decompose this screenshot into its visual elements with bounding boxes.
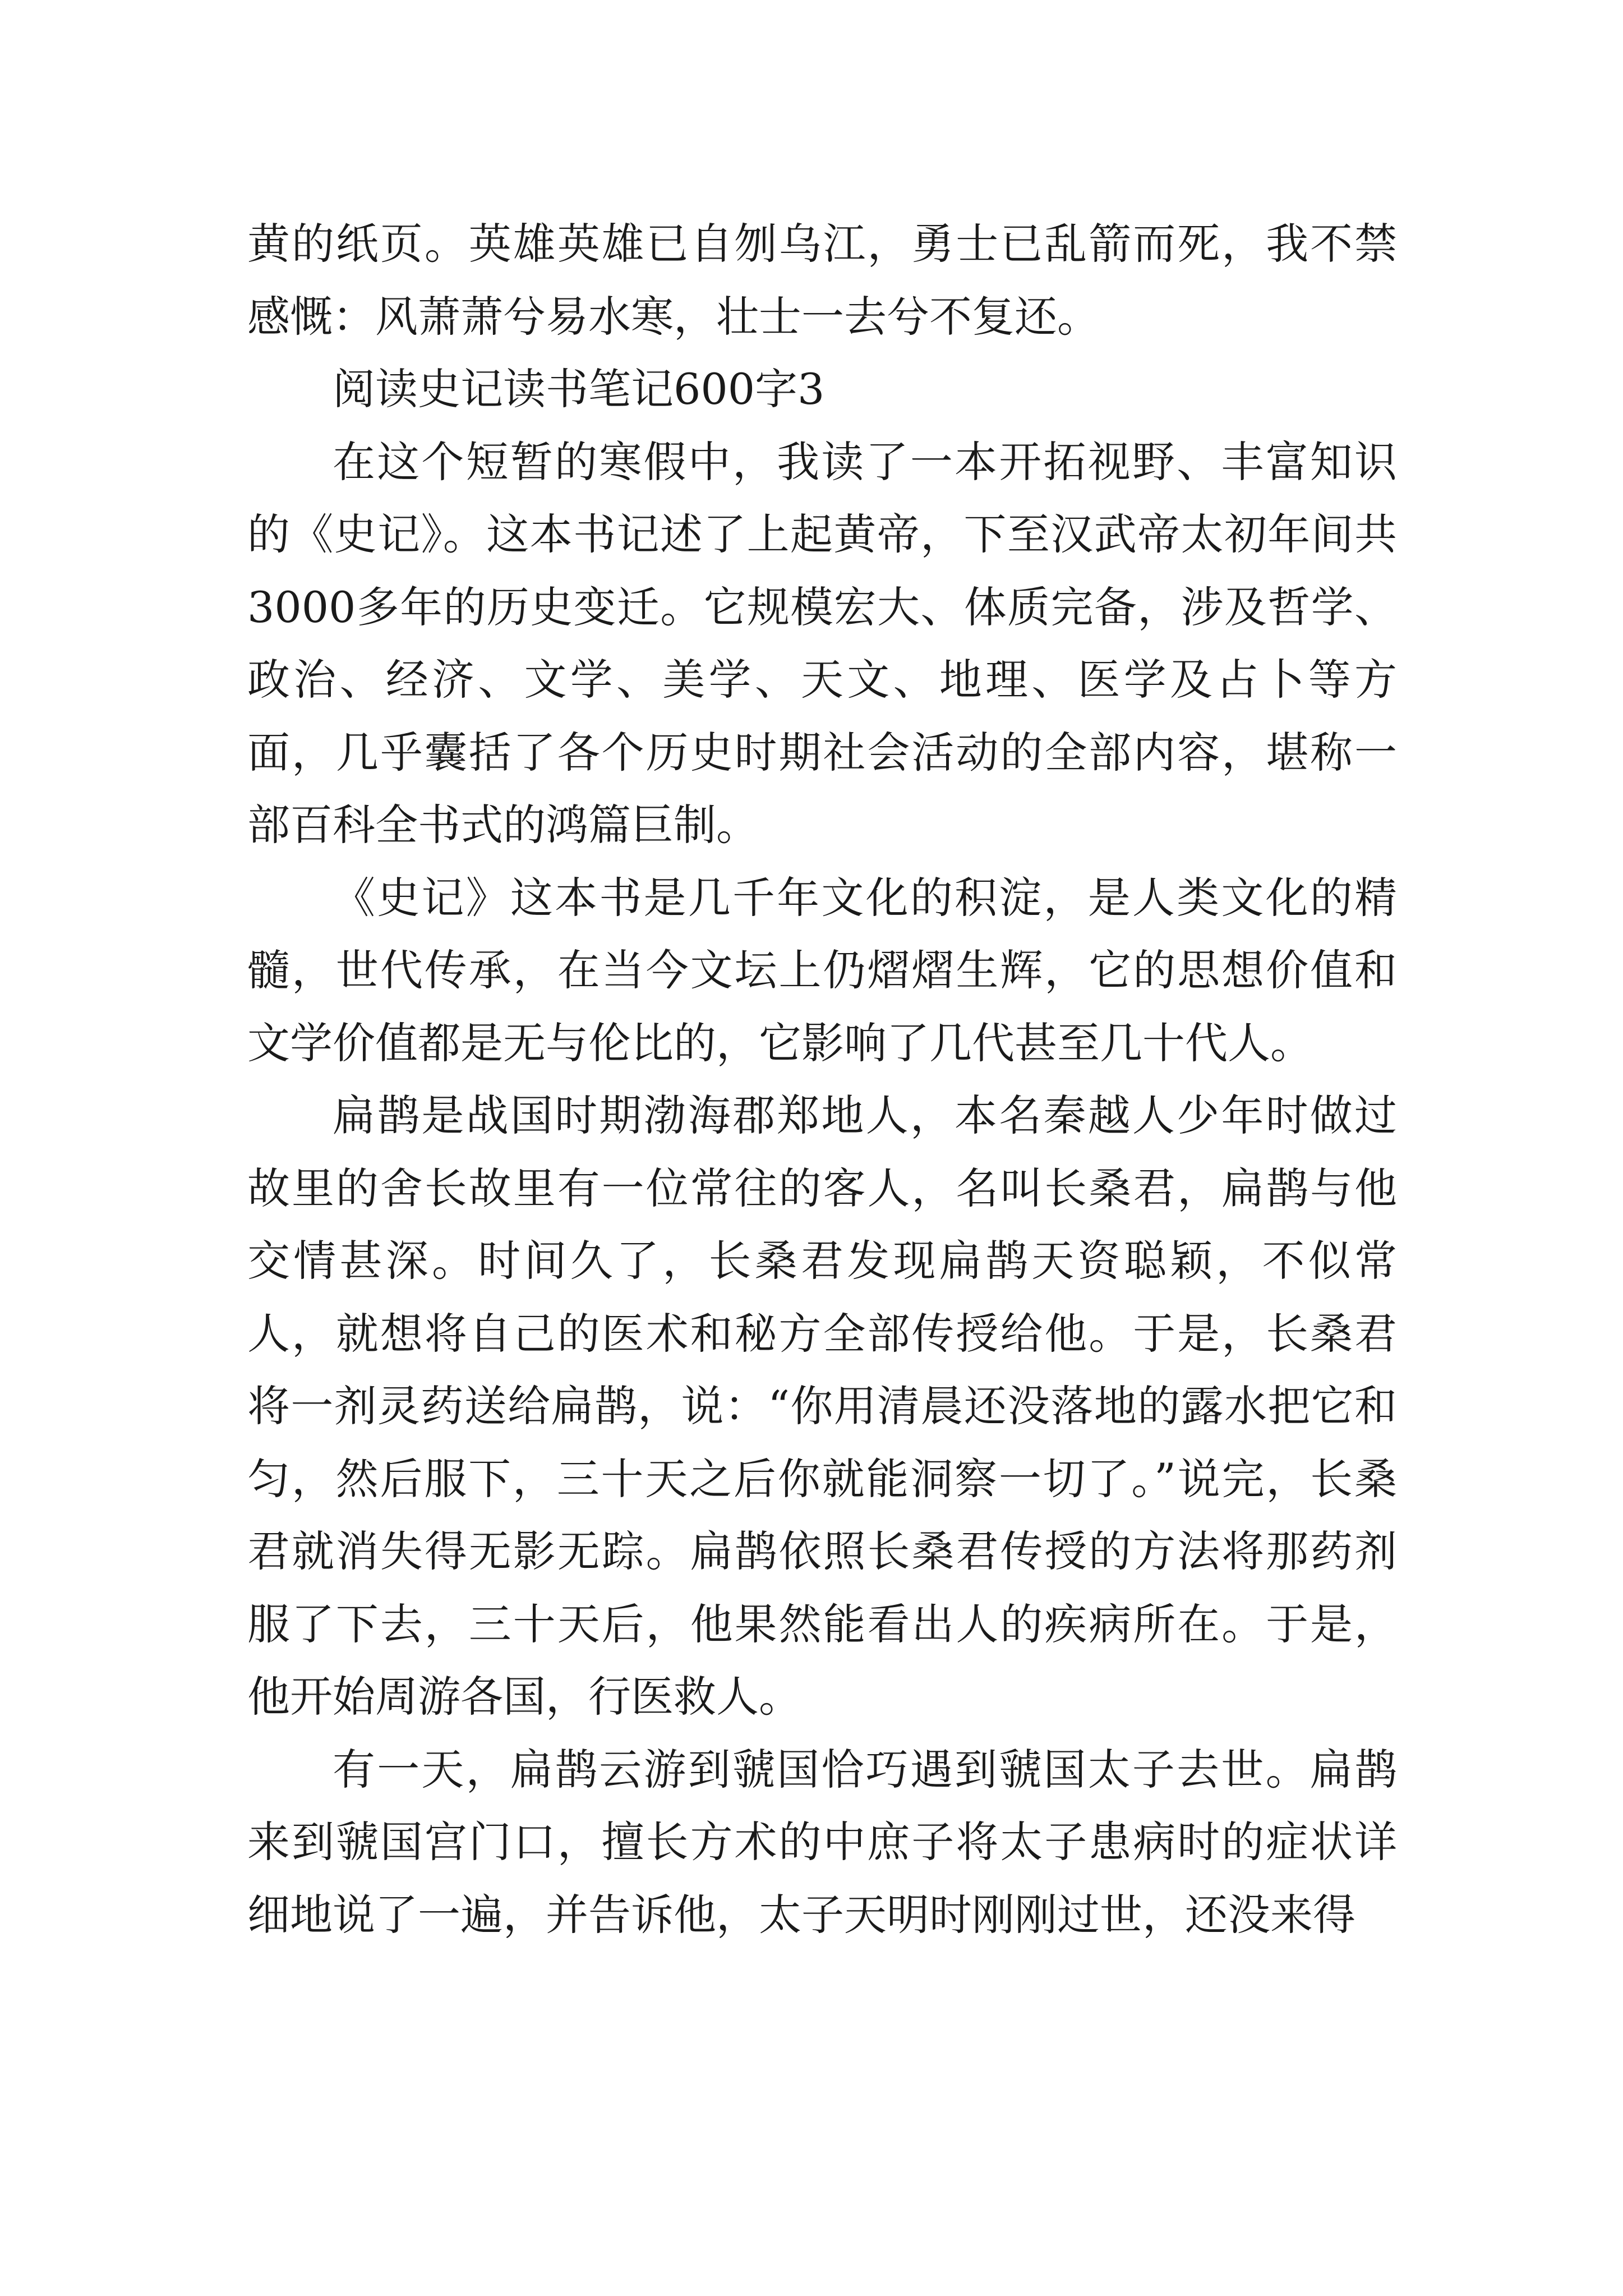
paragraph-bianque: 扁鹊是战国时期渤海郡郑地人，本名秦越人少年时做过故里的舍长故里有一位常往的客人，名叫长桑君，扁鹊与他交情甚深。时间久了，长桑君发现扁鹊天资聪颖，不似常人，就想将自己的医术和秘方全部传授给他。于是，长桑君将一剂灵药送给扁鹊，说：“你用清晨还没落地的露水把它和匀，然后服下，三十天之后你就能洞察一切了。”说完，长桑君就消失得无影无踪。扁鹊依照长桑君传授的方法将那药剂服了下去，三十天后，他果然能看出人的疾病所在。于是，他开始周游各国，行医救人。 [247,1091,1397,1722]
paragraph-continuation: 黄的纸页。英雄英雄已自刎乌江，勇士已乱箭而死，我不禁感慨：风萧萧兮易水寒，壮士一去兮不复还。 [247,219,1397,342]
section-heading: 阅读史记读书笔记600字3 [333,364,825,414]
document-body [247,208,1397,1951]
paragraph-intro: 在这个短暂的寒假中，我读了一本开拓视野、丰富知识的《史记》。这本书记述了上起黄帝，下至汉武帝太初年间共3000多年的历史变迁。它规模宏大、体质完备，涉及哲学、政治、经济、文学、美学、天文、地理、医学及占卜等方面，几乎囊括了各个历史时期社会活动的全部内容，堪称一部百科全书式的鸿篇巨制。 [247,436,1397,850]
paragraph-guo-state: 有一天，扁鹊云游到虢国恰巧遇到虢国太子去世。扁鹊来到虢国宫门口，擅长方术的中庶子将太子患病时的症状详细地说了一遍，并告诉他，太子天明时刚刚过世，还没来得 [247,1744,1397,1940]
paragraph-value: 《史记》这本书是几千年文化的积淀，是人类文化的精髓，世代传承，在当今文坛上仍熠熠生辉，它的思想价值和文学价值都是无与伦比的，它影响了几代甚至几十代人。 [247,872,1397,1068]
